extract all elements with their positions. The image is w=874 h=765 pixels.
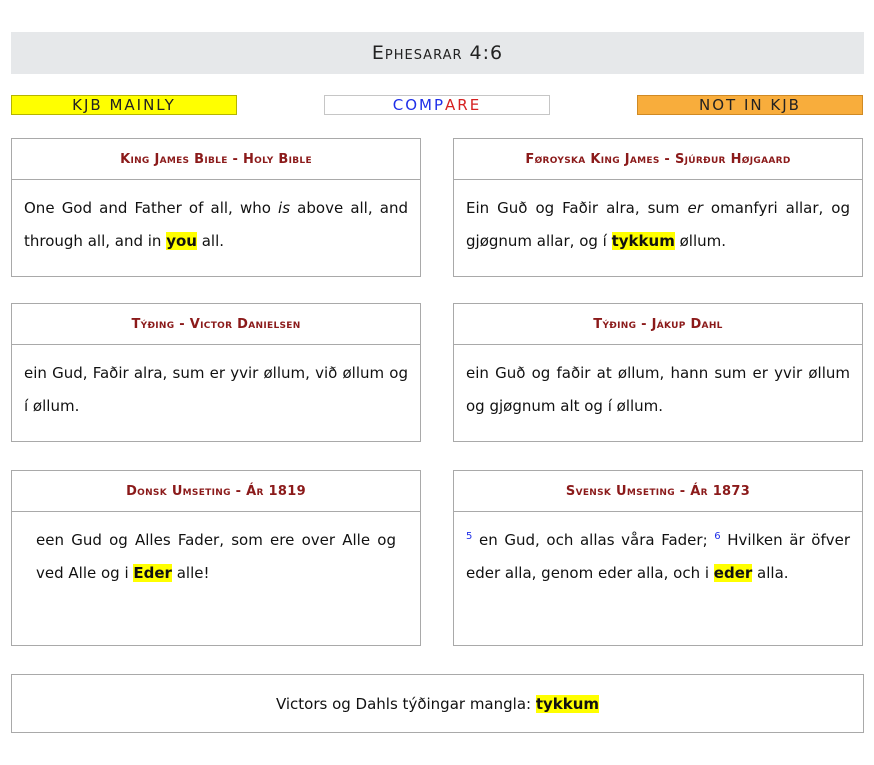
text-part: øllum.: [674, 232, 726, 250]
card-header: Svensk Umseting - Ár 1873: [454, 471, 862, 512]
text-part: een Gud og Alles Fader, som ere over Alle og ved Alle og i: [36, 531, 396, 582]
card-text: ein Gud, Faðir alra, sum er yvir øllum, við øllum og í øllum.: [24, 364, 408, 415]
card-header: Donsk Umseting - Ár 1819: [12, 471, 420, 512]
card-header: Føroyska King James - Sjúrður Højgaard: [454, 139, 862, 180]
highlight-word: eder: [713, 564, 753, 582]
card-kjb: [11, 138, 421, 277]
italic-word: is: [278, 199, 291, 217]
compare-label-blue: COMP: [392, 96, 446, 114]
page-title: Ephesarar 4:6: [11, 32, 864, 74]
card-victor-danielsen: [11, 303, 421, 442]
highlight-word: you: [166, 232, 197, 250]
missing-words-note: [11, 674, 864, 733]
card-text: [12, 512, 420, 590]
card-jakup-dahl: [453, 303, 863, 442]
card-text: [454, 180, 862, 258]
card-faroese-kjb: [453, 138, 863, 277]
text-part: en Gud, och allas våra Fader;: [472, 531, 715, 549]
text-part: alle!: [171, 564, 210, 582]
kjb-mainly-button[interactable]: [11, 95, 237, 115]
not-in-kjb-button[interactable]: [637, 95, 863, 115]
compare-label-red: ARE: [445, 96, 482, 114]
text-part: Hvilken är öfver eder alla, genom eder alla, och i: [466, 531, 851, 582]
kjb-mainly-label: KJB MAINLY: [72, 96, 176, 114]
text-part: above all, and through all, and in: [24, 199, 408, 250]
card-text: [454, 512, 862, 590]
not-in-kjb-label: NOT IN KJB: [699, 96, 801, 114]
text-part: Ein Guð og Faðir alra, sum: [466, 199, 688, 217]
highlight-word: Eder: [133, 564, 172, 582]
text-part: alla.: [752, 564, 789, 582]
text-part: omanfyri allar, og gjøgnum allar, og í: [466, 199, 850, 250]
card-danish-1819: [11, 470, 421, 646]
text-part: all.: [196, 232, 225, 250]
text-part: One God and Father of all, who: [24, 199, 279, 217]
card-header: Týðing - Victor Danielsen: [12, 304, 420, 345]
note-text: Victors og Dahls týðingar mangla:: [275, 694, 532, 713]
card-header: King James Bible - Holy Bible: [12, 139, 420, 180]
highlight-word: tykkum: [611, 232, 675, 250]
verse-number: 5: [466, 531, 473, 542]
card-text: [12, 180, 420, 258]
compare-button[interactable]: [324, 95, 550, 115]
card-header: Týðing - Jákup Dahl: [454, 304, 862, 345]
card-text: ein Guð og faðir at øllum, hann sum er yvir øllum og gjøgnum alt og í øllum.: [466, 364, 850, 415]
highlight-word: tykkum: [535, 694, 600, 713]
verse-number: 6: [714, 531, 721, 542]
card-swedish-1873: [453, 470, 863, 646]
italic-word: er: [687, 199, 703, 217]
